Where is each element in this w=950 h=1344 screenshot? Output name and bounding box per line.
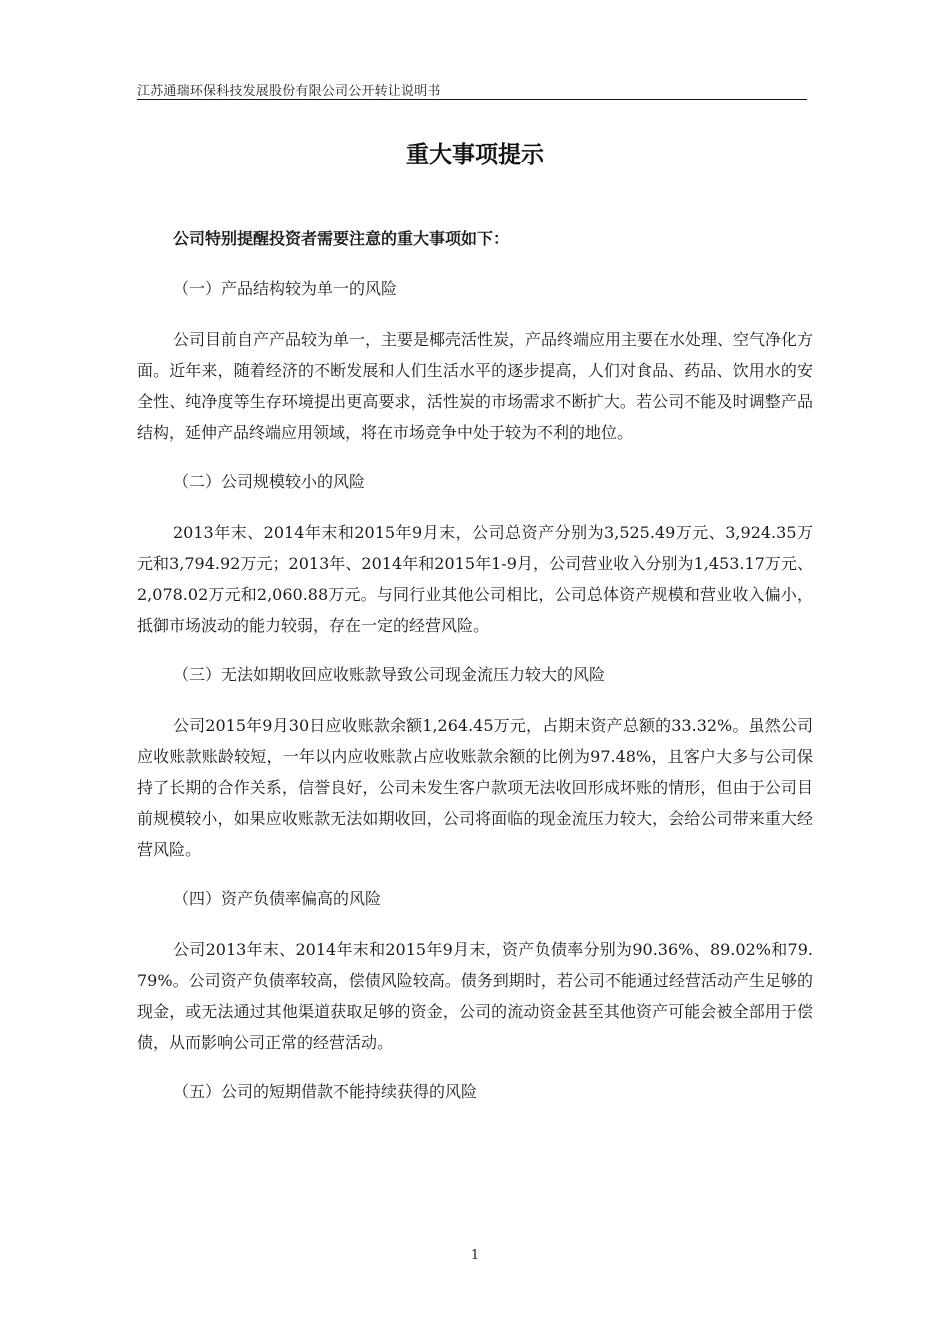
section-heading: （一）产品结构较为单一的风险 bbox=[173, 279, 398, 298]
section-company-scale-risk bbox=[137, 467, 813, 641]
section-debt-ratio-risk bbox=[137, 884, 813, 1058]
header-divider bbox=[137, 99, 807, 100]
intro-statement: 公司特别提醒投资者需要注意的重大事项如下： bbox=[173, 229, 510, 248]
section-short-term-loan-risk bbox=[137, 1077, 813, 1107]
section-heading: （二）公司规模较小的风险 bbox=[173, 472, 366, 491]
page-number: 1 bbox=[470, 1248, 480, 1263]
section-heading: （五）公司的短期借款不能持续获得的风险 bbox=[173, 1082, 478, 1101]
section-heading: （四）资产负债率偏高的风险 bbox=[173, 889, 382, 908]
section-heading: （三）无法如期收回应收账款导致公司现金流压力较大的风险 bbox=[173, 665, 606, 684]
section-product-structure-risk bbox=[137, 274, 813, 448]
section-paragraph: 公司目前自产产品较为单一，主要是椰壳活性炭，产品终端应用主要在水处理、空气净化方面。近年来，随着经济的不断发展和人们生活水平的逐步提高，人们对食品、药品、饮用水的安全性、纯净度等生存环境提出更高要求，活性炭的市场需求不断扩大。若公司不能及时调整产品结构，延伸产品终端应用领域，将在市场竞争中处于较为不利的地位。 bbox=[137, 330, 814, 442]
page-title: 重大事项提示 bbox=[406, 141, 544, 168]
document-body bbox=[137, 224, 813, 1127]
running-header: 江苏通瑞环保科技发展股份有限公司公开转让说明书 bbox=[137, 84, 441, 99]
section-paragraph: 公司2015年9月30日应收账款余额1,264.45万元，占期末资产总额的33.32%。虽然公司应收账款账龄较短，一年以内应收账款占应收账款余额的比例为97.48%，且客户大多与公司保持了长期的合作关系，信誉良好，公司未发生客户款项无法收回形成坏账的情形，但由于公司目前规模较小，如果应收账款无法如期收回，公司将面临的现金流压力较大，会给公司带来重大经营风险。 bbox=[137, 716, 813, 859]
section-receivables-risk bbox=[137, 660, 813, 865]
section-paragraph: 2013年末、2014年末和2015年9月末，公司总资产分别为3,525.49万元、3,924.35万元和3,794.92万元；2013年、2014年和2015年1-9月，公司营业收入分别为1,453.17万元、2,078.02万元和2,060.88万元。与同行业其他公司相比，公司总体资产规模和营业收入偏小，抵御市场波动的能力较弱，存在一定的经营风险。 bbox=[137, 523, 813, 635]
section-paragraph: 公司2013年末、2014年末和2015年9月末，资产负债率分别为90.36%、89.02%和79.79%。公司资产负债率较高，偿债风险较高。债务到期时，若公司不能通过经营活动产生足够的现金，或无法通过其他渠道获取足够的资金，公司的流动资金甚至其他资产可能会被全部用于偿债，从而影响公司正常的经营活动。 bbox=[137, 940, 813, 1052]
